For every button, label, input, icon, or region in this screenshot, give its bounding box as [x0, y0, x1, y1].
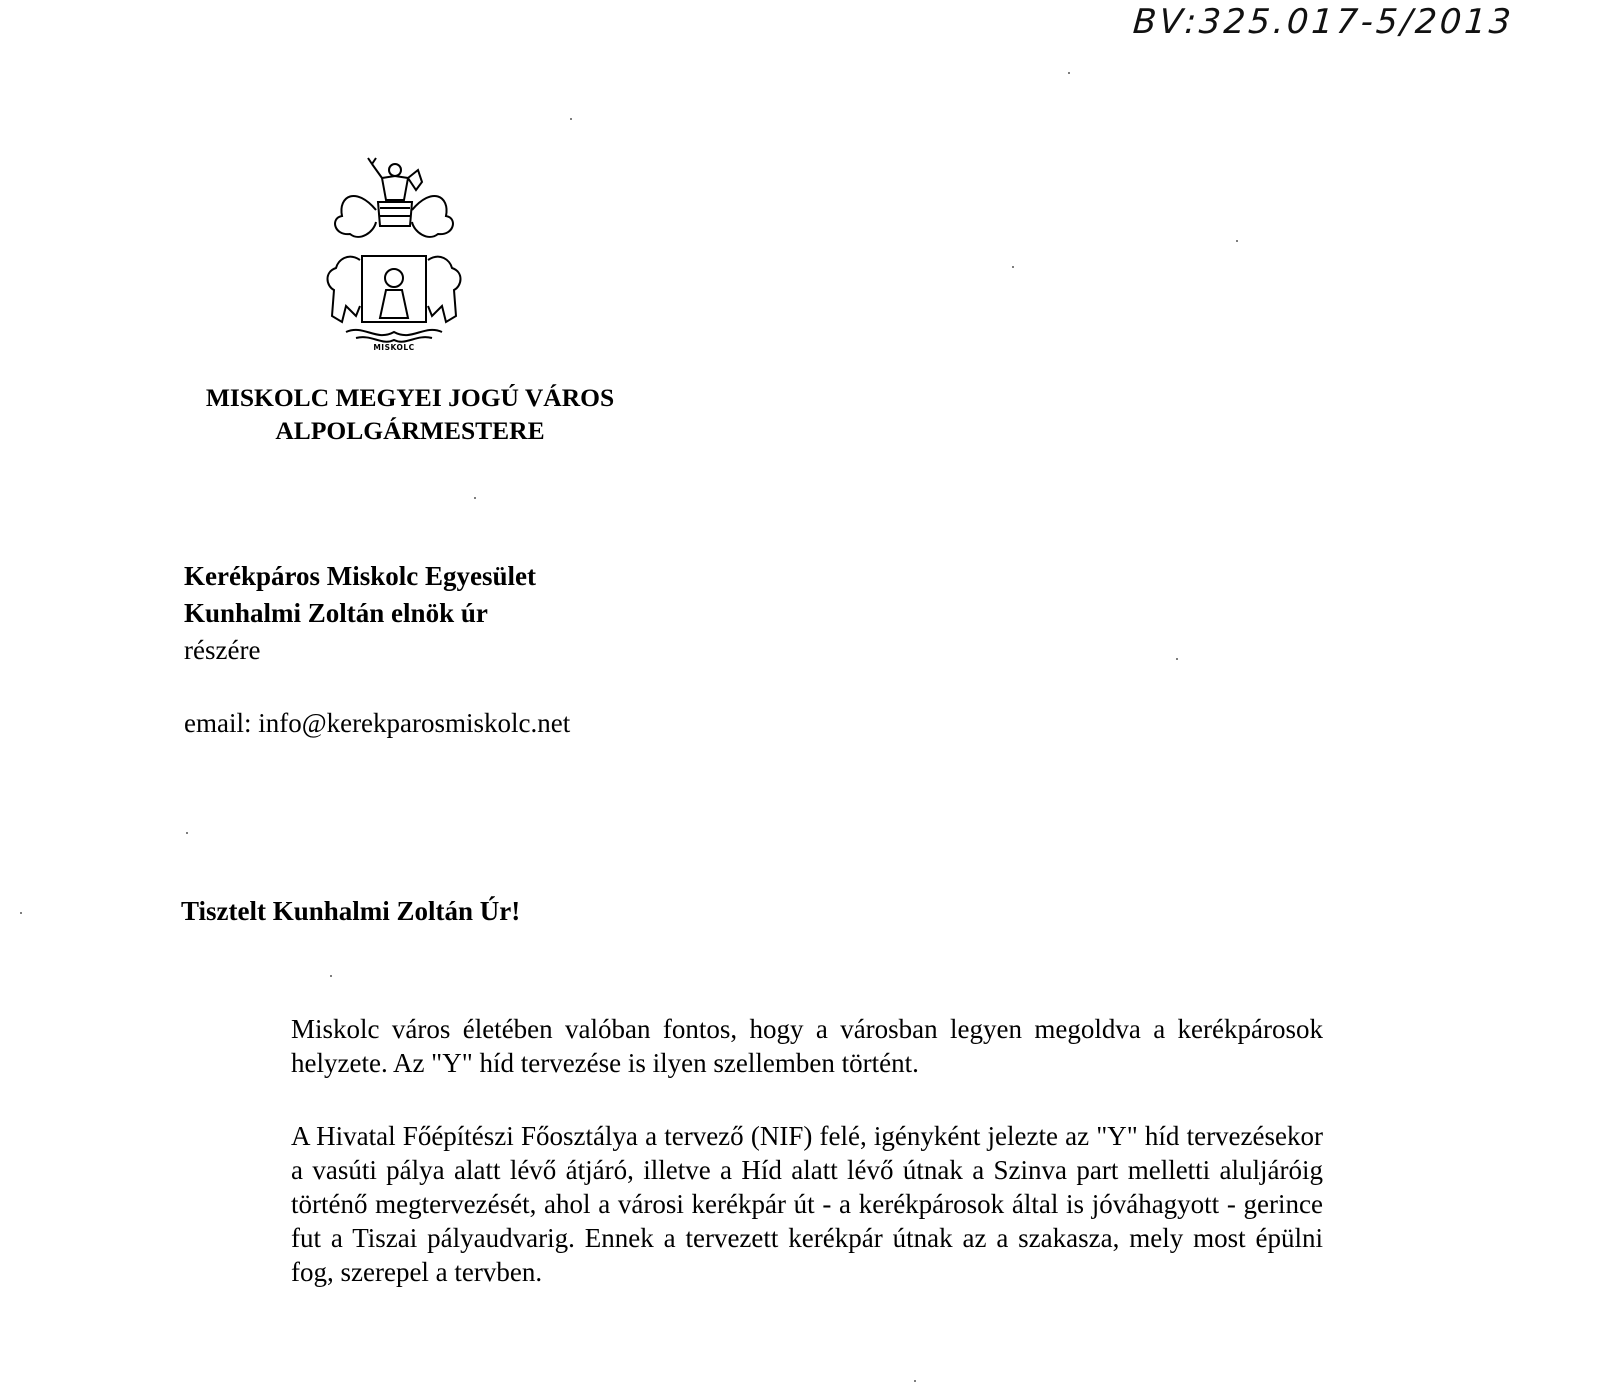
- recipient-email: email: info@kerekparosmiskolc.net: [184, 708, 571, 738]
- scan-speck: [20, 912, 22, 914]
- recipient-person: Kunhalmi Zoltán elnök úr: [184, 598, 488, 628]
- crest-scroll: [346, 330, 442, 335]
- scan-speck: [186, 832, 188, 834]
- letterhead-issuer: [180, 381, 640, 447]
- body-paragraph: Miskolc város életében valóban fontos, hogy a városban legyen megoldva a kerékpárosok helyzete. Az "Y" híd tervezése is ilyen szellemben történt.: [291, 1014, 1323, 1078]
- issuer-line-2: ALPOLGÁRMESTERE: [275, 416, 545, 445]
- recipient-block: [184, 558, 884, 669]
- crest-saint-robe: [380, 290, 408, 318]
- body-paragraph: A Hivatal Főépítészi Főosztálya a tervező (NIF) felé, igényként jelezte az "Y" híd tervezésekor a vasúti pálya alatt lévő átjáró, illetve a Híd alatt lévő útnak a Szinva part melletti aluljáróig történő megtervezését, ahol a városi kerékpár út - a kerékpárosok által is jóváhagyott - gerince fut a Tiszai pályaudvarig. Ennek a tervezett kerékpár útnak az a szakasza, mely most épülni fog, szerepel a tervben.: [291, 1121, 1323, 1287]
- crest-mantling-right: [412, 196, 453, 237]
- crest-top-figure-body: [382, 176, 408, 200]
- scan-speck: [570, 118, 572, 120]
- salutation: Tisztelt Kunhalmi Zoltán Úr!: [181, 896, 521, 926]
- scan-speck: [1236, 240, 1238, 242]
- crest-helmet: [378, 202, 412, 226]
- crest-top-figure-head: [389, 164, 401, 176]
- crest-label: MISKOLC: [373, 343, 415, 352]
- scan-speck: [1012, 266, 1014, 268]
- recipient-attention: részére: [184, 635, 261, 665]
- crest-branch: [368, 158, 382, 178]
- scan-speck: [474, 497, 476, 499]
- crest-scroll-lower: [356, 337, 432, 342]
- scan-speck: [330, 975, 332, 977]
- scan-speck: [1176, 658, 1178, 660]
- crest-mantling-left: [335, 196, 376, 237]
- scan-speck: [914, 1380, 916, 1382]
- crest-saint-halo: [385, 269, 403, 287]
- recipient-organization: Kerékpáros Miskolc Egyesület: [184, 561, 536, 591]
- handwritten-reference-number: BV:325.017-5/2013: [1131, 2, 1516, 42]
- crest-grapes: [408, 170, 422, 190]
- crest-lion-left: [328, 257, 361, 322]
- crest-lion-right: [428, 257, 461, 322]
- scan-speck: [1068, 72, 1070, 74]
- crest-helmet-bars: [380, 208, 410, 216]
- city-coat-of-arms-icon: [316, 156, 472, 356]
- issuer-line-1: MISKOLC MEGYEI JOGÚ VÁROS: [205, 383, 615, 412]
